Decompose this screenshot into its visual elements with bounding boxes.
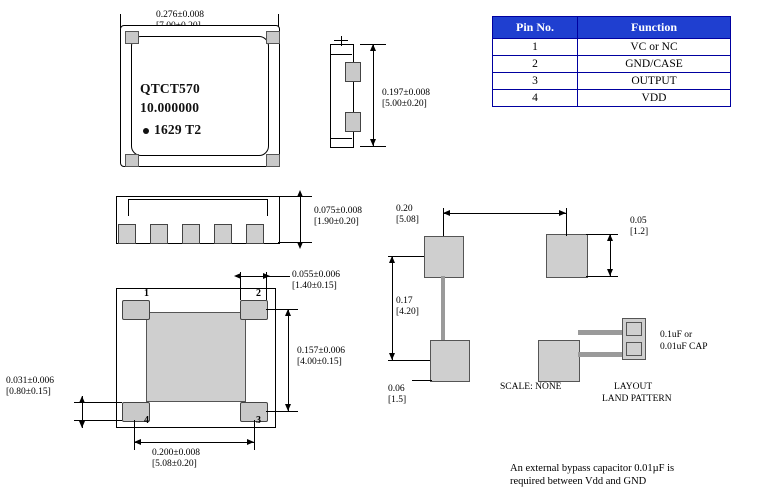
front-view-pad-3: [182, 224, 200, 244]
top-view-corner-pad-1: [125, 31, 139, 44]
pin-label-4: 4: [144, 415, 149, 426]
dim-arrow-front-down: [297, 242, 303, 249]
dim-pad-height-inch: 0.031±0.006: [6, 376, 54, 386]
table-header-row: [493, 17, 731, 39]
dim-land-b-inch: 0.05: [630, 216, 647, 226]
land-pad-3: [538, 340, 580, 382]
pin-function-cell: OUTPUT: [578, 73, 731, 90]
dim-side-height: [382, 88, 430, 110]
dim-arrow-pitchy-down: [285, 404, 291, 411]
ext-line-front-top: [278, 196, 312, 197]
land-pad-1: [424, 236, 464, 278]
dim-arrow-landC-up: [389, 256, 395, 263]
dim-pad-width: [292, 270, 340, 292]
side-view-tick-left: [341, 36, 342, 46]
dim-land-c: [396, 296, 419, 318]
dim-arrow-pitchx-left: [134, 439, 141, 445]
front-view-pad-5: [246, 224, 264, 244]
pin-label-2: 2: [256, 288, 261, 299]
bottom-view-pad-2: [240, 300, 268, 320]
ext-line-landC-bottom: [388, 360, 430, 361]
dim-arrow-landA-right: [559, 210, 566, 216]
land-pad-4: [430, 340, 470, 382]
side-view-body: [330, 44, 354, 148]
ext-line-front-bottom: [278, 242, 312, 243]
cap-label-2: 0.01uF CAP: [660, 342, 708, 352]
dim-line-landC: [392, 256, 393, 360]
chip-marking-line-3: 1629 T2: [154, 122, 202, 137]
leader-land-d: [412, 380, 432, 381]
dim-land-a-inch: 0.20: [396, 204, 413, 214]
dim-line-side-height: [373, 44, 374, 146]
land-pattern-title-1: LAYOUT: [614, 382, 653, 392]
bottom-view-cavity: [146, 312, 246, 402]
dim-land-b-mm: [1.2]: [630, 227, 649, 237]
dim-line-front-height: [300, 196, 301, 242]
pin-label-1: 1: [144, 288, 149, 299]
dim-top-width-inch: 0.276±0.008: [156, 10, 204, 20]
dim-side-height-inch: 0.197±0.008: [382, 88, 430, 98]
chip-marking-line-1: QTCT570: [140, 81, 200, 96]
bypass-cap-terminal-top: [626, 322, 642, 336]
land-scale-label: SCALE: NONE: [500, 382, 562, 392]
dim-arrow-padwidth-left: [234, 273, 241, 279]
dim-pad-pitch-y: [297, 346, 345, 368]
dim-arrow-landB-up: [607, 234, 613, 241]
side-view-tick-top: [334, 40, 348, 41]
note-line-2: required between Vdd and GND: [510, 476, 647, 487]
dim-side-height-mm: [5.00±0.20]: [382, 99, 427, 109]
ext-line-landB-bottom: [586, 276, 618, 277]
table-header-function: Function: [578, 17, 731, 39]
table-header-pin-no: Pin No.: [493, 17, 578, 39]
dim-land-a: [396, 204, 419, 226]
dim-profile-height: [314, 206, 362, 228]
ext-line-pitchx-right: [254, 420, 255, 450]
dim-land-d: [388, 384, 406, 406]
dim-arrow-landA-left: [443, 210, 450, 216]
dim-line-landA: [443, 213, 566, 214]
pin-function-table: [492, 16, 731, 107]
pin-no-cell: 4: [493, 90, 578, 107]
front-view-pad-4: [214, 224, 232, 244]
dim-arrow-pitchx-right: [247, 439, 254, 445]
dim-arrow-landB-down: [607, 269, 613, 276]
ext-line-side-bottom: [360, 146, 386, 147]
dim-arrow-padheight-up: [79, 396, 85, 403]
chip-pin1-dot: [143, 128, 149, 134]
dim-pad-width-inch: 0.055±0.006: [292, 270, 340, 280]
dim-pad-pitch-y-inch: 0.157±0.006: [297, 346, 345, 356]
pin-function-cell: VC or NC: [578, 39, 731, 56]
table-row: [493, 73, 731, 90]
land-trace-vertical: [441, 276, 445, 340]
ext-line-pitchx-left: [134, 420, 135, 450]
dim-pad-width-mm: [1.40±0.15]: [292, 281, 337, 291]
pin-no-cell: 1: [493, 39, 578, 56]
side-view-line-b: [330, 138, 352, 139]
note-line-1: An external bypass capacitor 0.01µF is: [510, 463, 675, 474]
table-row: [493, 56, 731, 73]
dim-profile-height-mm: [1.90±0.20]: [314, 217, 359, 227]
front-view-top-cap: [128, 199, 268, 216]
bypass-cap-terminal-bottom: [626, 342, 642, 356]
pin-no-cell: 3: [493, 73, 578, 90]
table-row: [493, 39, 731, 56]
side-view-line-a: [330, 54, 352, 55]
leader-pad-width: [266, 276, 290, 277]
dim-arrow-side-down: [370, 139, 376, 146]
table-row: [493, 90, 731, 107]
dim-pad-height: [6, 376, 54, 398]
dim-land-b: [630, 216, 648, 238]
land-pad-2: [546, 234, 588, 278]
dim-land-d-mm: [1.5]: [388, 395, 407, 405]
land-pattern-title-2: LAND PATTERN: [602, 394, 672, 404]
ext-line-pitchy-bottom: [266, 411, 298, 412]
bypass-capacitor-note: [510, 462, 674, 488]
dim-arrow-padheight-down: [79, 421, 85, 428]
side-view-pad-bottom: [345, 112, 361, 132]
dim-pad-height-mm: [0.80±0.15]: [6, 387, 51, 397]
dim-line-pitch-x: [134, 442, 254, 443]
ext-line-landA-right: [566, 208, 567, 236]
dim-pad-pitch-y-mm: [4.00±0.15]: [297, 357, 342, 367]
dim-land-d-inch: 0.06: [388, 384, 405, 394]
top-view-corner-pad-4: [125, 154, 139, 167]
ext-line-pitchy-top: [266, 309, 298, 310]
pin-function-cell: GND/CASE: [578, 56, 731, 73]
dim-pad-pitch-x-mm: [5.08±0.20]: [152, 459, 197, 469]
dim-land-c-mm: [4.20]: [396, 307, 419, 317]
dim-arrow-landC-down: [389, 353, 395, 360]
dim-arrow-pitchy-up: [285, 309, 291, 316]
dim-pad-pitch-x: [152, 448, 200, 470]
bottom-view-pad-3: [240, 402, 268, 422]
top-view-corner-pad-3: [266, 154, 280, 167]
front-view-pad-2: [150, 224, 168, 244]
side-view-pad-top: [345, 62, 361, 82]
pin-label-3: 3: [256, 415, 261, 426]
pin-no-cell: 2: [493, 56, 578, 73]
top-view-corner-pad-2: [266, 31, 280, 44]
front-view-pad-1: [118, 224, 136, 244]
dim-arrow-front-up: [297, 190, 303, 197]
ext-line-landB-top: [586, 234, 618, 235]
dim-profile-height-inch: 0.075±0.008: [314, 206, 362, 216]
dim-line-pitch-y: [288, 309, 289, 411]
chip-marking-line-2: 10.000000: [140, 100, 200, 115]
bottom-view-pad-1: [122, 300, 150, 320]
pin-function-cell: VDD: [578, 90, 731, 107]
dim-pad-pitch-x-inch: 0.200±0.008: [152, 448, 200, 458]
dim-arrow-side-up: [370, 44, 376, 51]
cap-label-1: 0.1uF or: [660, 330, 693, 340]
dim-land-a-mm: [5.08]: [396, 215, 419, 225]
dim-land-c-inch: 0.17: [396, 296, 413, 306]
